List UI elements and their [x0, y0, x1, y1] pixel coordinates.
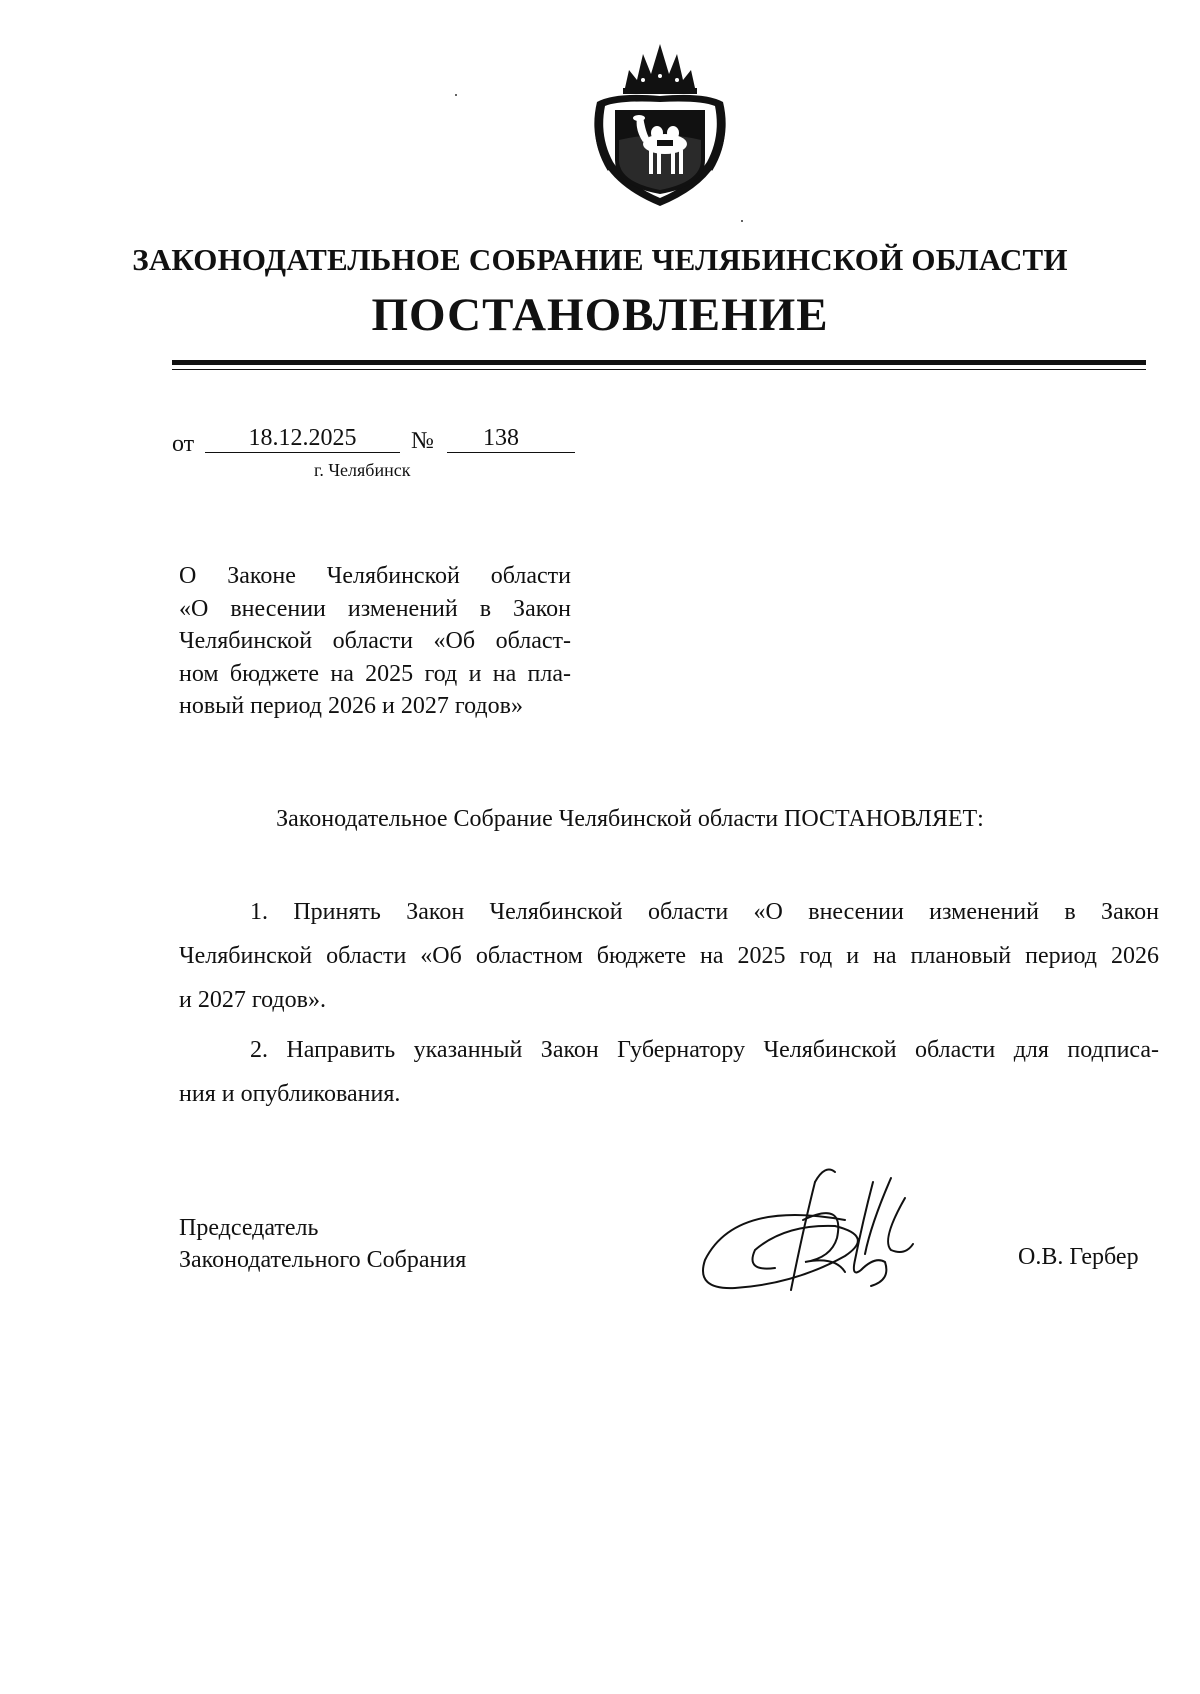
- item-line: Челябинской области «Об областном бюджете на 2025 год и на плановый период 2026: [179, 943, 1159, 969]
- document-date: 18.12.2025: [205, 424, 400, 453]
- scan-speck: [741, 220, 743, 222]
- item-line: ния и опубликования.: [179, 1081, 401, 1107]
- resolves-statement: Законодательное Собрание Челябинской области ПОСТАНОВЛЯЕТ:: [276, 806, 984, 832]
- coat-of-arms-icon: [585, 40, 735, 210]
- subject-line: «О внесении изменений в Закон: [179, 595, 571, 622]
- signer-title-line: Председатель: [179, 1215, 319, 1241]
- header-rule-thick: [172, 360, 1146, 365]
- signer-name: О.В. Гербер: [1018, 1244, 1139, 1270]
- resolution-item-2: [179, 1028, 1159, 1116]
- organization-title: ЗАКОНОДАТЕЛЬНОЕ СОБРАНИЕ ЧЕЛЯБИНСКОЙ ОБЛАСТИ: [132, 242, 1068, 277]
- subject-line: новый период 2026 и 2027 годов»: [179, 693, 523, 719]
- item-line: 1. Принять Закон Челябинской области «О внесении изменений в Закон: [250, 899, 1159, 925]
- city: г. Челябинск: [314, 460, 411, 480]
- document-subject: [179, 560, 571, 723]
- number-sign: №: [411, 428, 434, 454]
- handwritten-signature: [695, 1160, 955, 1310]
- document-type: ПОСТАНОВЛЕНИЕ: [371, 289, 829, 341]
- item-line: 2. Направить указанный Закон Губернатору Челябинской области для подписа-: [250, 1037, 1159, 1063]
- signer-title: [179, 1212, 466, 1276]
- scan-speck: [455, 94, 457, 96]
- item-line: и 2027 годов».: [179, 987, 326, 1013]
- subject-line: Челябинской области «Об област-: [179, 628, 571, 654]
- document-number: 138: [447, 424, 575, 453]
- signer-title-line: Законодательного Собрания: [179, 1247, 467, 1273]
- subject-line: О Законе Челябинской области: [179, 563, 571, 589]
- date-prefix: от: [172, 431, 195, 457]
- header-rule-thin: [172, 369, 1146, 370]
- resolution-item-1: [179, 890, 1159, 1022]
- subject-line: ном бюджете на 2025 год и на пла-: [179, 660, 571, 687]
